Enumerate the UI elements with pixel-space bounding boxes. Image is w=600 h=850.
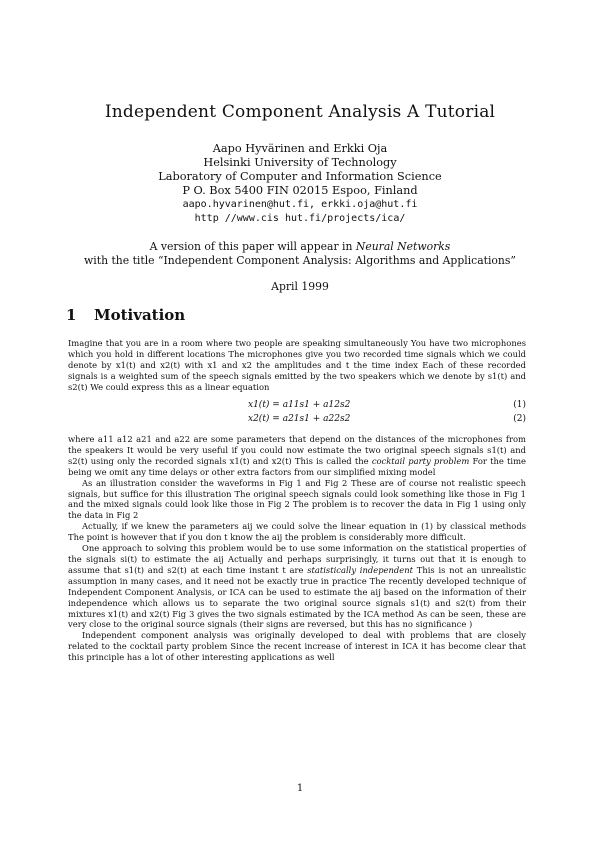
paragraph-2-text-b: For the time being we omit any time delays or other extra factors from our simplified mixing model [68,455,526,477]
notice-prefix: A version of this paper will appear in [149,240,356,253]
paragraph-1-text: Imagine that you are in a room where two people are speaking simultaneously You have two microphones which you hold in different locations The microphones give you two recorded time signals which we could denote by x1(t) and x2(t) with x1 and x2 the amplitudes and t the time index Each of these recorded signals is a weighted sum of the speech signals emitted by the two speakers which we denote by s1(t) and s2(t) We could express this as a linear equation [68,338,526,392]
body-paragraphs [68,434,526,663]
equation-2 [68,414,526,426]
section-number: 1 [66,306,77,324]
equation-1-expr: x1(t) = a11s1 + a12s2 [248,400,351,410]
equation-1 [68,400,526,412]
paragraph-3: As an illustration consider the waveforms in Fig 1 and Fig 2 These are of course not realistic speech signals, but suffice for this illustration The original speech signals could look something like those in Fig 1 and the mixed signals could look like those in Fig 2 The problem is to recover the data in Fig 1 using only the data in Fig 2 [68,477,526,521]
affiliation-address: P O. Box 5400 FIN 02015 Espoo, Finland [182,184,418,197]
affiliation-university: Helsinki University of Technology [203,156,397,169]
paper-date: April 1999 [271,280,329,293]
section-heading [66,306,185,324]
paragraph-2 [68,434,526,478]
journal-name: Neural Networks [355,240,451,253]
paragraph-4: Actually, if we knew the parameters aij we could solve the linear equation in (1) by classical methods The point is however that if you don t know the aij the problem is considerably more difficult. [68,521,526,543]
paragraph-6: Independent component analysis was originally developed to deal with problems that are closely related to the cocktail party problem Since the recent increase of interest in ICA it has become clear that this principle has a lot of other interesting applications as well [68,630,526,663]
publication-notice-line1 [0,240,600,254]
equation-2-label: (2) [513,414,526,424]
paper-title: Independent Component Analysis A Tutorial [104,102,496,122]
publication-notice-line2: with the title “Independent Component Analysis: Algorithms and Applications” [84,254,516,267]
section-title: Motivation [94,306,186,324]
page-number: 1 [296,783,304,794]
statistically-independent-term: statistically independent [307,564,413,575]
paragraph-5-text-a: One approach to solving this problem would be to use some information on the statistical properties of the signals si(t) to estimate the aij Actually and perhaps surprisingly, it turns out that it is enough to assume that s1(t) and s2(t) at each time instant t are [68,543,526,575]
project-url: http //www.cis hut.fi/projects/ica/ [194,213,406,224]
paragraph-5-text-b: This is not an unrealistic assumption in many cases, and it need not be exactly true in practice The recently developed technique of Independent Component Analysis, or ICA can be used to estimate the aij based on the information of their independence which allows us to separate the two original source signals s1(t) and s2(t) from their mixtures x1(t) and x2(t) Fig 3 gives the two signals estimated by the ICA method As can be seen, these are very close to the original source signals (their signs are reversed, but this has no significance ) [68,564,527,630]
paragraph-1 [68,338,526,393]
paragraph-2-text-a: where a11 a12 a21 and a22 are some parameters that depend on the distances of the microphones from the speakers It would be very useful if you could now estimate the two original speech signals s1(t) and s2(t) using only the recorded signals x1(t) and x2(t) This is called the [68,434,526,466]
paragraph-5 [68,543,526,630]
equation-2-expr: x2(t) = a21s1 + a22s2 [248,414,351,424]
equation-1-label: (1) [513,400,526,410]
authors: Aapo Hyvärinen and Erkki Oja [212,142,388,155]
cocktail-party-term: cocktail party problem [371,455,470,466]
author-emails: aapo.hyvarinen@hut.fi, erkki.oja@hut.fi [182,199,418,210]
affiliation-lab: Laboratory of Computer and Information Science [158,170,442,183]
